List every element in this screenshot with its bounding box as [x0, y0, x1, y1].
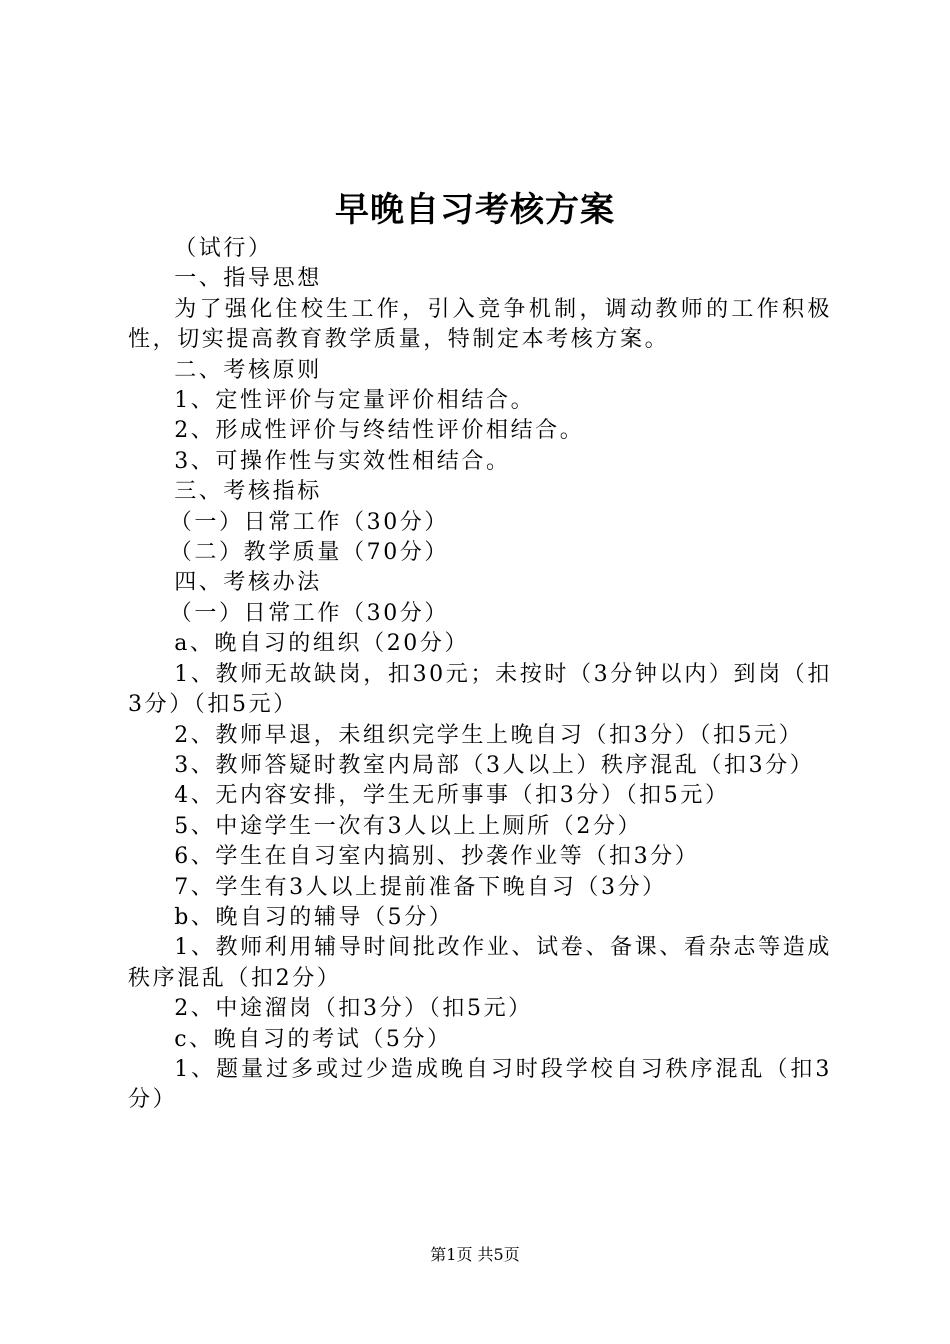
page-footer: 第1页 共5页 [430, 1245, 520, 1264]
paragraph-section-c: c、晚自习的考试（5分） [174, 1026, 452, 1052]
paragraph-a-item-3: 3、教师答疑时教室内局部（3人以上）秩序混乱（扣3分） [174, 752, 815, 778]
paragraph-heading-indicators: 三、考核指标 [174, 479, 322, 505]
paragraph-principle-1: 1、定性评价与定量评价相结合。 [174, 388, 536, 414]
paragraph-a-item-2: 2、教师早退，未组织完学生上晚自习（扣3分）（扣5元） [174, 722, 804, 748]
paragraph-a-item-1: 1、教师无故缺岗，扣30元；未按时（3分钟以内）到岗（扣3分）（扣5元） [128, 661, 832, 718]
paragraph-section-a: a、晚自习的组织（20分） [174, 631, 470, 657]
paragraph-b-item-2: 2、中途溜岗（扣3分）（扣5元） [174, 996, 533, 1022]
paragraph-heading-principles: 二、考核原则 [174, 357, 322, 383]
paragraph-subtitle: （试行） [174, 236, 273, 261]
paragraph-method-daily-work: （一）日常工作（30分） [169, 600, 449, 626]
paragraph-a-item-5: 5、中途学生一次有3人以上上厕所（2分） [174, 813, 643, 839]
paragraph-heading-guiding-thought: 一、指导思想 [174, 266, 322, 292]
paragraph-indicator-1: （一）日常工作（30分） [169, 509, 449, 535]
page-title: 早晚自习考核方案 [335, 190, 615, 230]
paragraph-a-item-6: 6、学生在自习室内搞别、抄袭作业等（扣3分） [174, 844, 700, 870]
paragraph-b-item-1: 1、教师利用辅导时间批改作业、试卷、备课、看杂志等造成秩序混乱（扣2分） [128, 935, 832, 991]
paragraph-purpose: 为了强化住校生工作，引入竞争机制，调动教师的工作积极性，切实提高教育教学质量，特制定本考核方案。 [128, 296, 832, 353]
paragraph-a-item-4: 4、无内容安排，学生无所事事（扣3分）（扣5元） [174, 783, 730, 809]
paragraph-a-item-7: 7、学生有3人以上提前准备下晚自习（3分） [174, 874, 667, 900]
paragraph-principle-3: 3、可操作性与实效性相结合。 [174, 448, 511, 474]
document-body [128, 234, 832, 1116]
paragraph-indicator-2: （二）教学质量（70分） [169, 540, 449, 566]
paragraph-c-item-1: 1、题量过多或过少造成晚自习时段学校自习秩序混乱（扣3分） [128, 1056, 832, 1113]
paragraph-section-b: b、晚自习的辅导（5分） [174, 904, 454, 930]
paragraph-heading-methods: 四、考核办法 [174, 570, 322, 596]
paragraph-principle-2: 2、形成性评价与终结性评价相结合。 [174, 418, 585, 444]
